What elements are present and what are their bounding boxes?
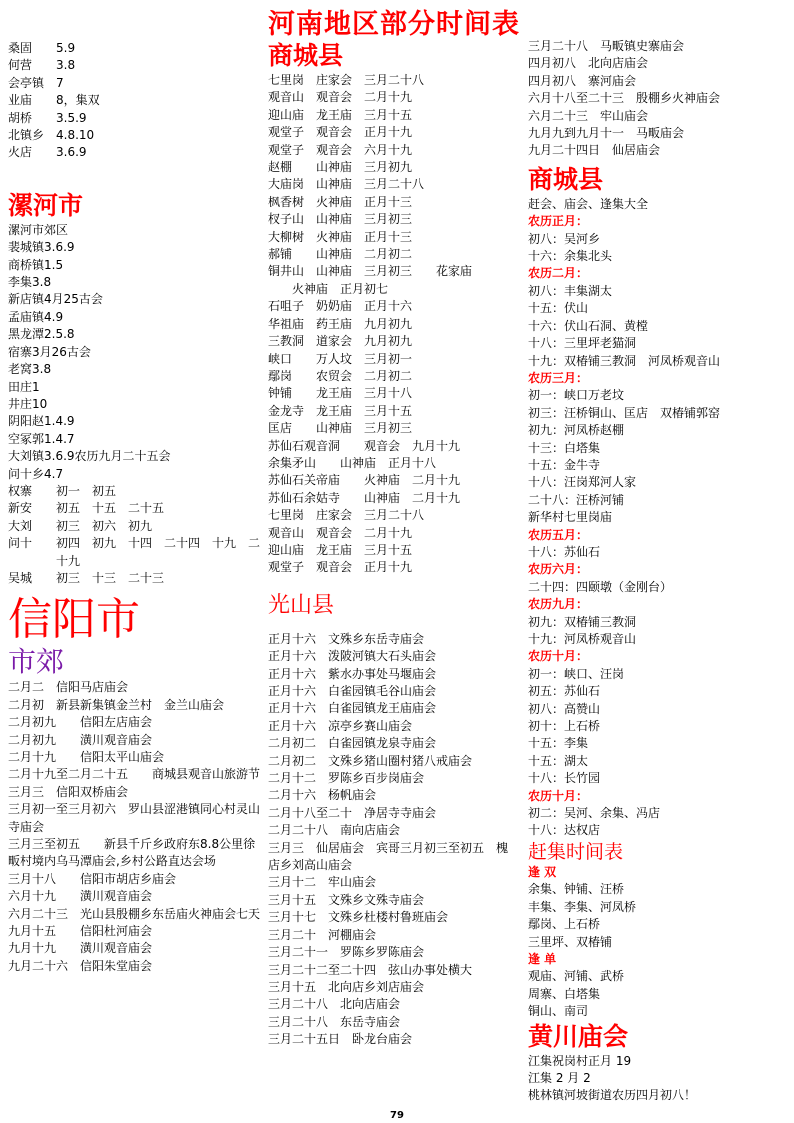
text-line: 阴阳赵1.4.9	[8, 414, 75, 429]
section-heading: 光山县	[268, 592, 335, 618]
text-line: 初一：峡口、汪岗	[528, 666, 625, 681]
text-line: 二月初二 文殊乡猪山圈村猪八戒庙会	[268, 753, 473, 768]
text-line: 二月十九 信阳太平山庙会	[8, 750, 165, 764]
text-line: 桃林镇河坡街道农历四月初八！	[528, 1088, 697, 1103]
text-line: 丰集、李集、河凤桥	[528, 899, 637, 914]
text-line: 三月三至初五 新县千斤乡政府东8.8公里徐畈村境内乌马潭庙会,乡村公路直达会场	[8, 837, 256, 869]
text-line: 十五：伏山	[528, 301, 589, 316]
text-line: 九月二十六 信阳朱堂庙会	[8, 958, 153, 973]
text-line: 初八：高赞山	[528, 701, 601, 716]
text-line: 三月三 仙居庙会 宾哥三月初三至初五 槐	[268, 840, 509, 855]
text-line: 桑固 5.9	[8, 41, 76, 55]
text-line: 三里坪、双椿铺	[528, 934, 613, 949]
text-line: 宿寨3月26古会	[8, 344, 91, 359]
text-line: 匡店 山神庙 三月初三	[268, 421, 413, 436]
text-line: 华祖庙 药王庙 九月初九	[268, 316, 413, 331]
text-line: 迎山庙 龙王庙 三月十五	[268, 542, 413, 557]
column-middle	[268, 40, 528, 1049]
text-line: 十八：长竹园	[528, 771, 601, 786]
text-line: 正月十六 凉亭乡赛山庙会	[268, 718, 413, 733]
text-line: 三月二十 河棚庙会	[268, 927, 377, 942]
text-line: 十九：河凤桥观音山	[528, 632, 637, 646]
month-label: 农历二月：	[528, 266, 589, 281]
text-line: 二月二十八 南向店庙会	[268, 823, 401, 838]
text-line: 二月初 新县新集镇金兰村 金兰山庙会	[8, 697, 225, 712]
text-line: 三月十五 北向店乡刘店庙会	[268, 979, 425, 994]
text-line: 店乡刘高山庙会	[268, 858, 353, 873]
text-line: 赵棚 山神庙 三月初九	[268, 160, 413, 175]
page-number: 79	[390, 1110, 404, 1121]
text-line: 二月十二 罗陈乡百步岗庙会	[268, 771, 425, 786]
text-line: 观堂子 观音会 正月十九	[268, 560, 413, 575]
text-line: 十三：白塔集	[528, 440, 601, 455]
text-line: 田庄1	[8, 379, 40, 394]
text-line: 新店镇4月25古会	[8, 292, 103, 307]
text-line: 观音山 观音会 二月十九	[268, 525, 413, 540]
text-line: 铜井山 山神庙 三月初三 花家庙	[268, 264, 473, 279]
text-line: 新安 初五 十五 二十五	[8, 501, 165, 516]
text-line: 三月初一至三月初六 罗山县涩港镇同心村灵山寺庙会	[8, 802, 261, 834]
text-line: 问十 初四 初九 十四 二十四 十九 二	[8, 536, 261, 551]
text-line: 三月十八 信阳市胡店乡庙会	[8, 871, 177, 886]
text-line: 观音山 观音会 二月十九	[268, 90, 413, 105]
month-label: 逢 单	[528, 951, 557, 966]
text-line: 漯河市郊区	[8, 222, 69, 237]
text-line: 十五：李集	[528, 736, 589, 751]
month-label: 逢 双	[528, 864, 557, 879]
text-line: 井庄10	[8, 396, 48, 411]
text-line: 七里岗 庄家会 三月二十八	[268, 508, 425, 523]
text-line: 十五：金牛寺	[528, 457, 601, 472]
text-line: 金龙寺 龙王庙 三月十五	[268, 403, 413, 418]
text-line: 三月十七 文殊乡杜楼村鲁班庙会	[268, 910, 449, 925]
text-line: 正月十六 白雀园镇毛谷山庙会	[268, 684, 437, 698]
text-line: 余集、钟铺、汪桥	[528, 882, 625, 897]
text-line: 二月二 信阳马店庙会	[8, 680, 129, 695]
text-line: 铜山、南司	[528, 1004, 589, 1019]
text-line: 初九：河凤桥赵棚	[528, 423, 625, 438]
text-line: 初八：吴河乡	[528, 231, 601, 246]
text-line: 三月三 信阳双桥庙会	[8, 784, 129, 799]
text-line: 六月十八至二十三 殷棚乡火神庙会	[528, 91, 721, 106]
text-line: 四月初八 北向店庙会	[528, 56, 649, 71]
text-line: 十五：湖太	[528, 753, 589, 768]
text-line: 三月十五 文殊乡文殊寺庙会	[268, 892, 425, 907]
text-line: 正月十六 白雀园镇龙王庙庙会	[268, 701, 437, 716]
text-line: 大柳树 火神庙 正月十三	[268, 229, 413, 244]
text-line: 三月二十一 罗陈乡罗陈庙会	[268, 945, 425, 960]
text-line: 三教洞 道家会 九月初九	[268, 334, 413, 349]
text-line: 初十：上石桥	[528, 719, 601, 734]
text-line: 苏仙石余姑寺 山神庙 二月十九	[268, 490, 461, 505]
text-line: 九月十九 潢川观音庙会	[8, 941, 153, 956]
text-line: 新华村七里岗庙	[528, 510, 613, 525]
text-line: 初八：丰集湖太	[528, 283, 613, 298]
section-heading: 黄川庙会	[528, 1021, 629, 1051]
text-line: 江集 2 月 2	[528, 1070, 591, 1085]
text-line: 三月二十八 北向店庙会	[268, 997, 401, 1012]
text-line: 二十八：汪桥河铺	[528, 492, 625, 507]
city-heading: 信阳市	[8, 594, 140, 646]
text-line: 六月二十三 光山县殷棚乡东岳庙火神庙会七天	[8, 906, 261, 921]
month-label: 农历正月：	[528, 214, 589, 229]
text-line: 吴城 初三 十三 二十三	[8, 570, 165, 585]
text-line: 商桥镇1.5	[8, 257, 64, 272]
spacer	[8, 162, 266, 190]
text-line: 郝铺 山神庙 二月初二	[268, 247, 413, 262]
text-line: 钟铺 龙王庙 三月十八	[268, 386, 413, 401]
text-line: 十九	[8, 553, 81, 568]
text-line: 初一：峡口万老坟	[528, 388, 625, 403]
text-line: 黑龙潭2.5.8	[8, 327, 75, 342]
text-line: 权寨 初一 初五	[8, 483, 117, 498]
text-line: 三月二十二至二十四 弦山办事处横大	[268, 962, 473, 977]
spacer	[268, 577, 528, 591]
text-line: 二月十九至二月二十五 商城县观音山旅游节	[8, 767, 261, 782]
text-line: 九月十五 信阳杜河庙会	[8, 924, 153, 939]
text-line: 空冢郭1.4.7	[8, 431, 75, 446]
text-line: 迎山庙 龙王庙 三月十五	[268, 107, 413, 122]
text-line: 余集矛山 山神庙 正月十八	[268, 455, 437, 470]
text-line: 二十四：四颐墩（金刚台）	[528, 579, 673, 594]
text-line: 苏仙石观音洞 观音会 九月十九	[268, 438, 461, 453]
text-line: 三月二十八 东岳寺庙会	[268, 1014, 401, 1029]
text-line: 赶会、庙会、逢集大全	[528, 196, 649, 211]
page-title: 河南地区部分时间表	[268, 9, 520, 40]
text-line: 鄢岗、上石桥	[528, 917, 601, 932]
text-line: 十六：余集北头	[528, 249, 613, 264]
text-line: 石咀子 奶奶庙 正月十六	[268, 299, 413, 314]
month-label: 农历三月：	[528, 370, 589, 385]
text-line: 正月十六 紫水办事处马堰庙会	[268, 666, 437, 681]
text-line: 初九：双椿铺三教洞	[528, 614, 637, 629]
text-line: 大刘 初三 初六 初九	[8, 518, 153, 533]
text-line: 杈子山 山神庙 三月初三	[268, 212, 413, 227]
text-line: 火店 3.6.9	[8, 145, 87, 160]
text-line: 业庙 8，集双	[8, 93, 100, 108]
text-line: 何营 3.8	[8, 58, 76, 73]
text-line: 十八：苏仙石	[528, 544, 601, 559]
section-heading: 商城县	[268, 41, 344, 70]
text-line: 三月二十五日 卧龙台庙会	[268, 1032, 413, 1047]
text-line: 二月十八至二十 净居寺寺庙会	[268, 805, 437, 820]
text-line: 二月十六 杨帆庙会	[268, 788, 377, 803]
text-line: 周寨、白塔集	[528, 986, 601, 1001]
text-line: 九月二十四日 仙居庙会	[528, 143, 661, 158]
text-line: 十八：三里坪老猫洞	[528, 336, 637, 351]
text-line: 十九：双椿铺三教洞 河凤桥观音山	[528, 353, 721, 368]
text-line: 六月十九 潢川观音庙会	[8, 889, 153, 904]
text-line: 二月初二 白雀园镇龙泉寺庙会	[268, 736, 437, 751]
column-right	[528, 38, 790, 1105]
text-line: 观堂子 观音会 六月十九	[268, 142, 413, 157]
text-line: 二月初九 潢川观音庙会	[8, 732, 153, 747]
text-line: 鄢岗 农贸会 二月初二	[268, 368, 413, 383]
text-line: 观堂子 观音会 正月十九	[268, 125, 413, 140]
text-line: 二月初九 信阳左店庙会	[8, 715, 153, 730]
text-line: 李集3.8	[8, 275, 52, 290]
column-left	[8, 40, 266, 975]
month-label: 农历六月：	[528, 562, 589, 577]
text-line: 九月九到九月十一 马畈庙会	[528, 126, 685, 141]
text-line: 初五：苏仙石	[528, 684, 601, 699]
text-line: 会亭镇 7	[8, 75, 64, 90]
text-line: 裴城镇3.6.9	[8, 240, 75, 255]
subsection-heading: 赶集时间表	[528, 840, 624, 863]
text-line: 火神庙 正月初七	[268, 281, 389, 296]
text-line: 观庙、河铺、武桥	[528, 969, 625, 984]
month-label: 农历九月：	[528, 597, 589, 612]
text-line: 十八：达权店	[528, 823, 601, 838]
text-line: 三月二十八 马畈镇史寨庙会	[528, 39, 685, 53]
text-line: 六月二十三 牢山庙会	[528, 108, 649, 123]
district-heading: 市郊	[8, 645, 65, 679]
text-line: 三月十二 牢山庙会	[268, 875, 377, 890]
text-line: 初三：汪桥铜山、匡店 双椿铺郭窑	[528, 405, 721, 420]
text-line: 北镇乡 4.8.10	[8, 128, 95, 143]
section-heading: 漯河市	[8, 190, 84, 220]
text-line: 江集祝岗村正月 19	[528, 1053, 632, 1068]
text-line: 老窝3.8	[8, 362, 52, 377]
section-heading: 商城县	[528, 164, 604, 194]
text-line: 正月十六 泼陂河镇大石头庙会	[268, 649, 437, 664]
month-label: 农历五月：	[528, 527, 589, 542]
text-line: 大刘镇3.6.9农历九月二十五会	[8, 449, 171, 464]
spacer	[268, 621, 528, 631]
text-line: 七里岗 庄家会 三月二十八	[268, 73, 425, 87]
text-line: 十八：汪岗郑河人家	[528, 475, 637, 490]
text-line: 峡口 万人坟 三月初一	[268, 351, 413, 366]
text-line: 胡桥 3.5.9	[8, 110, 87, 125]
text-line: 问十乡4.7	[8, 466, 64, 481]
month-label: 农历十月：	[528, 788, 589, 803]
text-line: 正月十六 文殊乡东岳寺庙会	[268, 631, 425, 646]
text-line: 初二：吴河、余集、冯店	[528, 806, 661, 821]
text-line: 大庙岗 山神庙 三月二十八	[268, 177, 425, 192]
text-line: 十六：伏山石洞、黄樘	[528, 318, 649, 333]
text-line: 苏仙石关帝庙 火神庙 二月十九	[268, 473, 461, 488]
text-line: 四月初八 寨河庙会	[528, 73, 637, 88]
text-line: 孟庙镇4.9	[8, 309, 64, 324]
text-line: 枫香树 火神庙 正月十三	[268, 194, 413, 209]
month-label: 农历十月：	[528, 649, 589, 664]
